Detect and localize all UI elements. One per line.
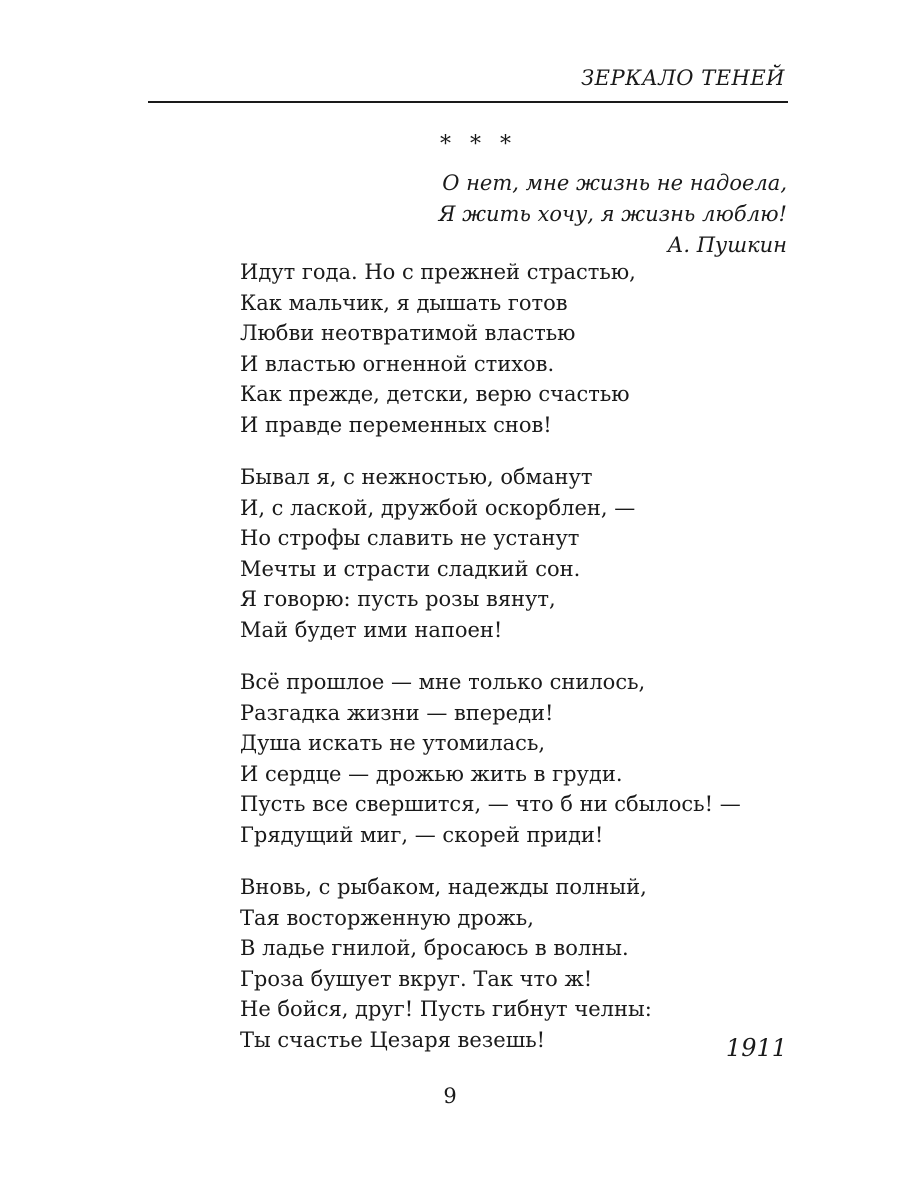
section-asterisks: * * * xyxy=(440,132,517,157)
poem-line: Май будет ими напоен! xyxy=(240,617,503,642)
stanza xyxy=(240,462,741,645)
poem-line: Ты счастье Цезаря везешь! xyxy=(240,1027,546,1052)
poem-line: Бывал я, с нежностью, обманут xyxy=(240,465,593,489)
poem-line: Любви неотвратимой властью xyxy=(240,321,576,345)
epigraph-author: А. Пушкин xyxy=(667,233,787,257)
poem-line: Я говорю: пусть розы вянут, xyxy=(240,587,556,611)
poem-line: И сердце — дрожью жить в груди. xyxy=(240,761,623,786)
poem-line: Грядущий миг, — скорей приди! xyxy=(240,822,604,847)
stanza xyxy=(240,667,741,850)
poem-line: Тая восторженную дрожь, xyxy=(240,905,534,930)
epigraph-line: О нет, мне жизнь не надоела, xyxy=(442,171,787,195)
poem-line: Идут года. Но с прежней страстью, xyxy=(240,260,636,284)
stanza xyxy=(240,872,741,1055)
poem-line: И властью огненной стихов. xyxy=(240,351,555,376)
poem-line: Вновь, с рыбаком, надежды полный, xyxy=(240,875,647,899)
poem-line: Гроза бушует вкруг. Так что ж! xyxy=(240,966,593,991)
poem-line: Пусть все свершится, — что б ни сбылось! — xyxy=(240,792,741,816)
poem-body xyxy=(240,257,741,1077)
poem-line: В ладье гнилой, бросаюсь в волны. xyxy=(240,936,629,960)
poem-line: И, с лаской, дружбой оскорблен, — xyxy=(240,495,636,520)
stanza xyxy=(240,257,741,440)
poem-line: Как прежде, детски, верю счастью xyxy=(240,382,630,406)
page-number: 9 xyxy=(443,1084,457,1108)
poem-line: Но строфы славить не устанут xyxy=(240,526,580,550)
poem-line: Мечты и страсти сладкий сон. xyxy=(240,556,581,581)
poem-line: Всё прошлое — мне только снилось, xyxy=(240,670,646,694)
poem-line: Душа искать не утомилась, xyxy=(240,731,546,755)
poem-line: И правде переменных снов! xyxy=(240,412,552,437)
epigraph xyxy=(439,168,787,261)
header-rule xyxy=(148,101,788,103)
poem-line: Не бойся, друг! Пусть гибнут челны: xyxy=(240,997,652,1021)
poem-line: Разгадка жизни — впереди! xyxy=(240,700,554,725)
running-head: ЗЕРКАЛО ТЕНЕЙ xyxy=(581,66,785,90)
poem-year: 1911 xyxy=(725,1034,787,1062)
poem-line: Как мальчик, я дышать готов xyxy=(240,290,568,315)
epigraph-line: Я жить хочу, я жизнь люблю! xyxy=(438,202,787,226)
